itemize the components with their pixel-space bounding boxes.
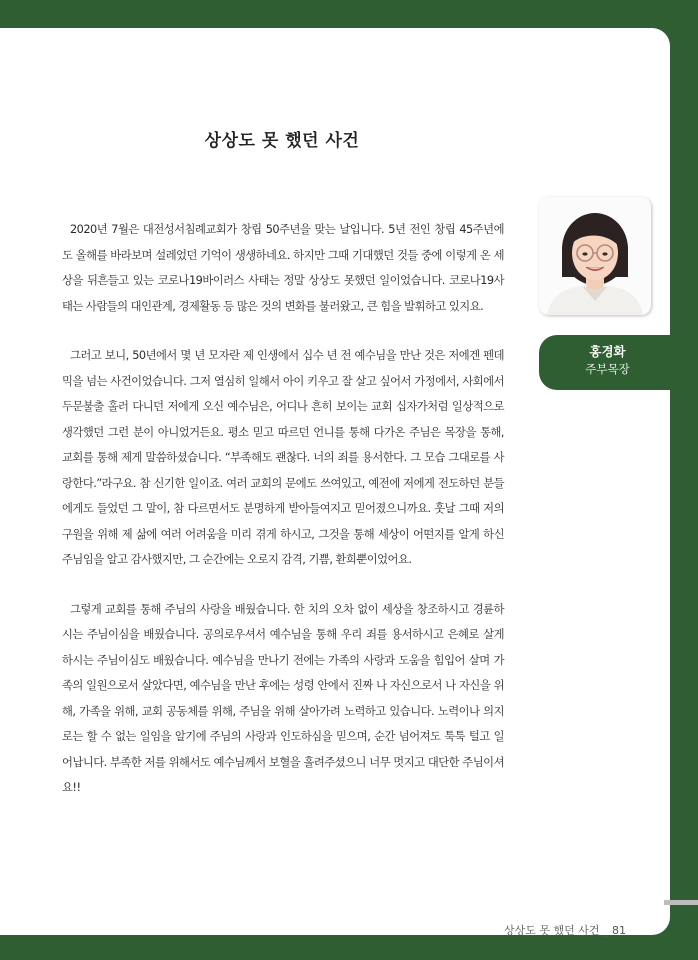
footer-rule: [664, 900, 698, 905]
page-sheet: [0, 28, 670, 935]
paragraph-2: 그러고 보니, 50년에서 몇 년 모자란 제 인생에서 십수 년 전 예수님을 만난 것은 저에겐 펜데믹을 넘는 사건이었습니다. 그저 열심히 일해서 아이 키우고 잘 살고 싶어서 가정에서, 사회에서 두문불출 홀러 다니던 저에게 오신 예수님은, 어디나 흔히 보이는 교회 십자가처럼 일상적으로 생각했던 그런 분이 아니었거든요. 평소 믿고 따르던 언니를 통해 다가온 주님은 목장을 통해, 교회를 통해 제게 말씀하셨습니다. “부족해도 괜찮다. 너의 죄를 용서한다. 그 모습 그대로를 사랑한다.”라구요. 참 신기한 일이죠. 여러 교회의 문에도 쓰여있고, 예전에 저에게 전도하던 분들에게도 들었던 그 말이, 참 다르면서도 분명하게 받아들여지고 믿어졌으니까요. 훗날 그때 저의 구원을 위해 제 삶에 여러 어려움을 미리 겪게 하시고, 그것을 통해 세상이 어떤지를 알게 하신 주님임을 알고 감사했지만, 그 순간에는 오로지 감격, 기쁨, 환희뿐이었어요.: [62, 349, 504, 566]
article-title: 상상도 못 했던 사건: [204, 131, 360, 151]
page-footer: 상상도 못 했던 사건 _ 81: [504, 924, 626, 937]
author-role: 주부목장: [585, 362, 630, 376]
paragraph-3: 그렇게 교회를 통해 주님의 사랑을 배웠습니다. 한 치의 오차 없이 세상을 창조하시고 경륜하시는 주님이심을 배웠습니다. 공의로우셔서 예수님을 통해 우리 죄를 용서하시고 은혜로 살게 하시는 주님이심도 배웠습니다. 예수님을 만나기 전에는 가족의 사랑과 도움을 힘입어 살며 가족의 일원으로서 살았다면, 예수님을 만난 후에는 성령 안에서 진짜 나 자신으로서 나 자신을 위해, 가족을 위해, 교회 공동체를 위해, 주님을 위해 살아가려 노력하고 있습니다. 노력이나 의지로는 할 수 없는 일임을 알기에 주님의 사랑과 인도하심을 믿으며, 순간 넘어져도 툭툭 털고 일어납니다. 부족한 저를 위해서도 예수님께서 보혈을 흘려주셨으니 너무 멋지고 대단한 주님이셔요!!: [62, 602, 504, 794]
author-name-tag: [539, 335, 698, 390]
author-photo: [539, 197, 651, 315]
article-body: [62, 217, 504, 825]
paragraph-1: 2020년 7월은 대전성서침례교회가 창립 50주년을 맞는 날입니다. 5년 전인 창립 45주년에도 올해를 바라보며 설레었던 기억이 생생하네요. 하지만 그때 기대했던 것들 중에 이렇게 온 세상을 뒤흔들고 있는 코로나19바이러스 사태는 정말 상상도 못했던 일이었습니다. 코로나19사태는 사람들의 대인관계, 경제활동 등 많은 것의 변화를 불러왔고, 큰 힘을 발휘하고 있지요.: [62, 223, 504, 313]
author-name: 홍경화: [589, 344, 626, 359]
